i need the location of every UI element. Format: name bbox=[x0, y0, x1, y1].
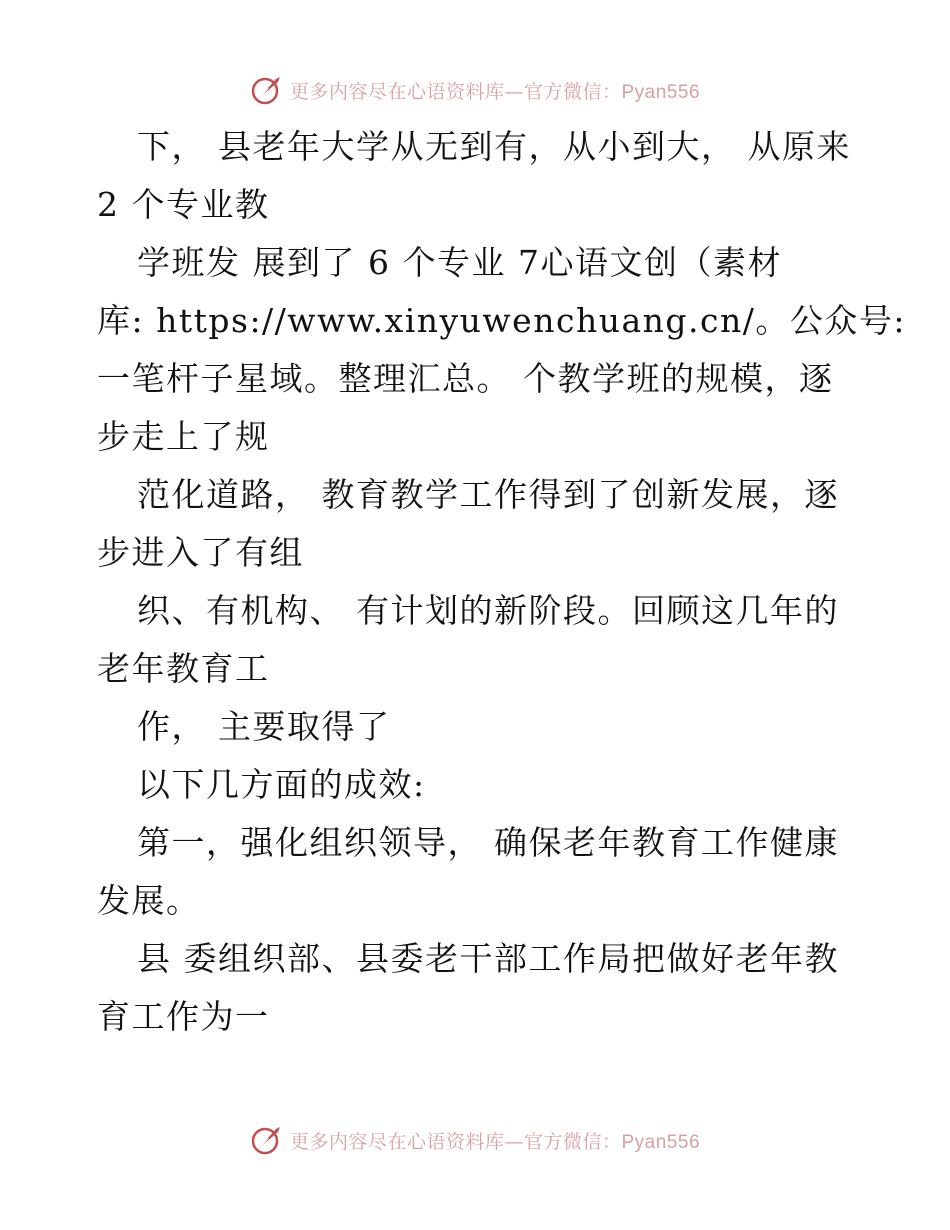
text-line: 发展。 bbox=[97, 881, 201, 920]
text-line: 县 委组织部、县委老干部工作局把做好老年教 bbox=[137, 939, 839, 978]
text-line: 以下几方面的成效: bbox=[137, 765, 426, 804]
text-line: 织、有机构、 有计划的新阶段。回顾这几年的 bbox=[137, 591, 839, 630]
text-line: 老年教育工 bbox=[97, 649, 270, 688]
text-line: 下， 县老年大学从无到有，从小到大， 从原来 bbox=[137, 127, 851, 166]
text-line: 育工作为一 bbox=[97, 997, 270, 1036]
header-watermark bbox=[0, 70, 950, 110]
wechat-id: Pyan556 bbox=[621, 81, 701, 103]
document-body bbox=[97, 118, 906, 1046]
footer-watermark bbox=[0, 1120, 950, 1160]
text-line: 作， 主要取得了 bbox=[137, 707, 391, 746]
quill-logo-icon bbox=[250, 1123, 284, 1157]
text-line: 2 个专业教 bbox=[97, 185, 270, 224]
text-line: 学班发 展到了 6 个专业 7心语文创（素材 bbox=[137, 243, 782, 282]
wechat-id: Pyan556 bbox=[621, 1131, 701, 1153]
text-line: 范化道路， 教育教学工作得到了创新发展，逐 bbox=[137, 475, 839, 514]
text-line: 步进入了有组 bbox=[97, 533, 304, 572]
text-line: 库: https://www.xinyuwenchuang.cn/。公众号: bbox=[97, 301, 906, 340]
watermark-text: 更多内容尽在心语资料库—官方微信：Pyan556 bbox=[289, 1130, 701, 1153]
text-line: 第一，强化组织领导， 确保老年教育工作健康 bbox=[137, 823, 839, 862]
text-line: 一笔杆子星域。整理汇总。 个教学班的规模，逐 bbox=[97, 359, 834, 398]
quill-logo-icon bbox=[250, 73, 284, 107]
text-line: 步走上了规 bbox=[97, 417, 270, 456]
watermark-text: 更多内容尽在心语资料库—官方微信：Pyan556 bbox=[289, 80, 701, 103]
